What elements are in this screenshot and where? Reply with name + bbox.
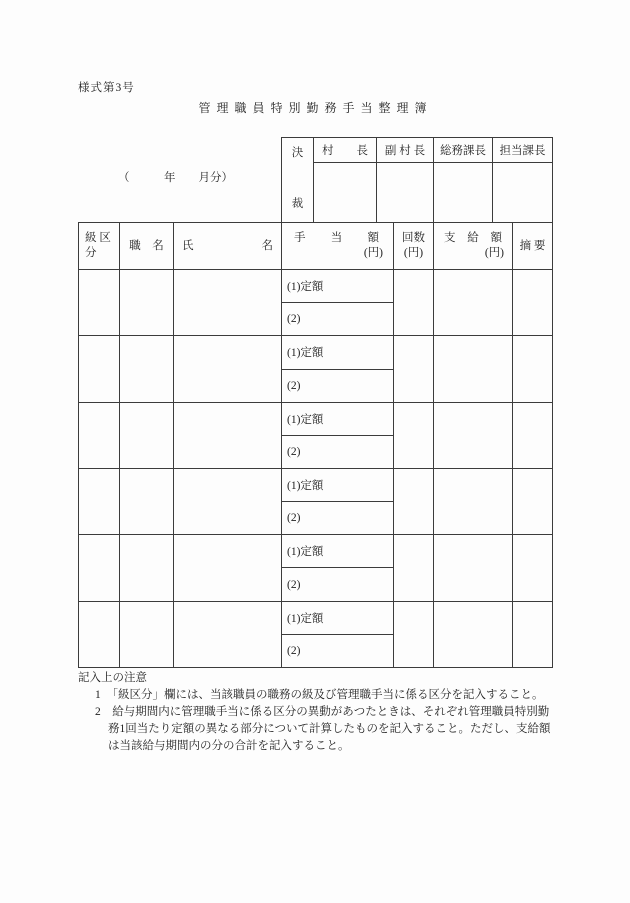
allowance-fixed-cell[interactable]: (1)定額 bbox=[282, 602, 393, 635]
payment-cell[interactable] bbox=[434, 535, 513, 600]
approval-stamp-cell[interactable] bbox=[434, 163, 493, 222]
grade-class-cell[interactable] bbox=[79, 403, 120, 468]
table-row-block bbox=[79, 403, 552, 469]
payment-cell[interactable] bbox=[434, 270, 513, 335]
name-cell[interactable] bbox=[174, 336, 282, 401]
payment-cell[interactable] bbox=[434, 469, 513, 534]
remarks-cell[interactable] bbox=[513, 602, 552, 667]
approval-box bbox=[281, 137, 553, 222]
allowance-cell bbox=[282, 602, 394, 667]
approval-header-row bbox=[314, 138, 552, 163]
allowance-fixed-cell[interactable]: (1)定額 bbox=[282, 336, 393, 369]
col-header-name: 氏 名 bbox=[174, 223, 282, 269]
allowance-cell bbox=[282, 403, 394, 468]
grade-class-cell[interactable] bbox=[79, 469, 120, 534]
col-header-remarks: 摘 要 bbox=[519, 239, 546, 252]
note-item-1 bbox=[95, 687, 558, 704]
note-item-2 bbox=[95, 704, 558, 755]
name-cell[interactable] bbox=[174, 602, 282, 667]
approval-col-village-chief: 村 長 bbox=[314, 138, 377, 162]
job-title-cell[interactable] bbox=[120, 336, 174, 401]
approval-col-section-chief: 担当課長 bbox=[499, 145, 546, 157]
note-line: 1 「級区分」欄には、当該職員の職務の級及び管理職手当に係る区分を記入すること。 bbox=[95, 689, 544, 701]
grade-class-cell[interactable] bbox=[79, 270, 120, 335]
grade-class-cell[interactable] bbox=[79, 535, 120, 600]
grade-class-cell[interactable] bbox=[79, 336, 120, 401]
allowance-other-cell[interactable]: (2) bbox=[287, 445, 301, 458]
period-field: （ 年 月分） bbox=[118, 172, 233, 184]
approval-label-bottom: 裁 bbox=[291, 198, 304, 210]
table-header-row bbox=[79, 223, 552, 270]
table-row-block bbox=[79, 469, 552, 535]
allowance-fixed-cell[interactable]: (1)定額 bbox=[282, 469, 393, 502]
approval-label bbox=[282, 138, 314, 222]
allowance-cell bbox=[282, 469, 394, 534]
count-cell[interactable] bbox=[394, 535, 434, 600]
allowance-table bbox=[78, 222, 553, 668]
count-cell[interactable] bbox=[394, 403, 434, 468]
table-body bbox=[79, 270, 552, 667]
table-row-block bbox=[79, 270, 552, 336]
job-title-cell[interactable] bbox=[120, 469, 174, 534]
grade-class-cell[interactable] bbox=[79, 602, 120, 667]
name-cell[interactable] bbox=[174, 270, 282, 335]
table-row-block bbox=[79, 535, 552, 601]
approval-stamp-cell[interactable] bbox=[314, 163, 377, 222]
payment-cell[interactable] bbox=[434, 403, 513, 468]
payment-cell[interactable] bbox=[434, 336, 513, 401]
remarks-cell[interactable] bbox=[513, 270, 552, 335]
table-row-block bbox=[79, 336, 552, 402]
count-cell[interactable] bbox=[394, 469, 434, 534]
approval-label-top: 決 bbox=[291, 147, 304, 159]
col-header-allowance-amount: 手 当 額 (円) bbox=[282, 223, 394, 269]
approval-stamp-cell[interactable] bbox=[493, 163, 552, 222]
job-title-cell[interactable] bbox=[120, 535, 174, 600]
allowance-other-cell[interactable]: (2) bbox=[287, 644, 301, 657]
approval-stamp-cell[interactable] bbox=[377, 163, 434, 222]
allowance-cell bbox=[282, 535, 394, 600]
allowance-other-cell[interactable]: (2) bbox=[287, 379, 301, 392]
allowance-cell bbox=[282, 336, 394, 401]
job-title-cell[interactable] bbox=[120, 270, 174, 335]
count-cell[interactable] bbox=[394, 270, 434, 335]
count-cell[interactable] bbox=[394, 602, 434, 667]
approval-stamp-row bbox=[314, 163, 552, 222]
remarks-cell[interactable] bbox=[513, 469, 552, 534]
note-line: は当該給与期間内の分の合計を記入すること。 bbox=[108, 740, 350, 752]
name-cell[interactable] bbox=[174, 403, 282, 468]
allowance-cell bbox=[282, 270, 394, 335]
table-row-block bbox=[79, 602, 552, 667]
col-header-count: 回数 (円) bbox=[394, 223, 434, 269]
approval-col-deputy-village-chief: 副 村 長 bbox=[377, 138, 434, 162]
allowance-fixed-cell[interactable]: (1)定額 bbox=[282, 270, 393, 303]
page-title: 管理職員特別勤務手当整理簿 bbox=[198, 101, 433, 115]
allowance-fixed-cell[interactable]: (1)定額 bbox=[282, 535, 393, 568]
remarks-cell[interactable] bbox=[513, 336, 552, 401]
note-line: 2 給与期間内に管理職手当に係る区分の異動があつたときは、それぞれ管理職員特別勤 bbox=[95, 706, 550, 718]
allowance-fixed-cell[interactable]: (1)定額 bbox=[282, 403, 393, 436]
name-cell[interactable] bbox=[174, 469, 282, 534]
col-header-payment-amount: 支 給 額 (円) bbox=[434, 223, 513, 269]
payment-cell[interactable] bbox=[434, 602, 513, 667]
allowance-other-cell[interactable]: (2) bbox=[287, 313, 301, 326]
remarks-cell[interactable] bbox=[513, 535, 552, 600]
note-line: 務1回当たり定額の異なる部分について計算したものを記入すること。ただし、支給額 bbox=[108, 723, 551, 735]
allowance-other-cell[interactable]: (2) bbox=[287, 578, 301, 591]
form-number: 様式第3号 bbox=[78, 82, 135, 94]
notes-heading: 記入上の注意 bbox=[78, 672, 147, 684]
col-header-job-title: 職 名 bbox=[120, 223, 174, 269]
notes bbox=[78, 670, 558, 755]
allowance-other-cell[interactable]: (2) bbox=[287, 512, 301, 525]
job-title-cell[interactable] bbox=[120, 602, 174, 667]
job-title-cell[interactable] bbox=[120, 403, 174, 468]
remarks-cell[interactable] bbox=[513, 403, 552, 468]
count-cell[interactable] bbox=[394, 336, 434, 401]
approval-col-general-affairs-chief: 総務課長 bbox=[434, 138, 493, 162]
col-header-grade-class: 級 区 分 bbox=[79, 223, 120, 269]
name-cell[interactable] bbox=[174, 535, 282, 600]
